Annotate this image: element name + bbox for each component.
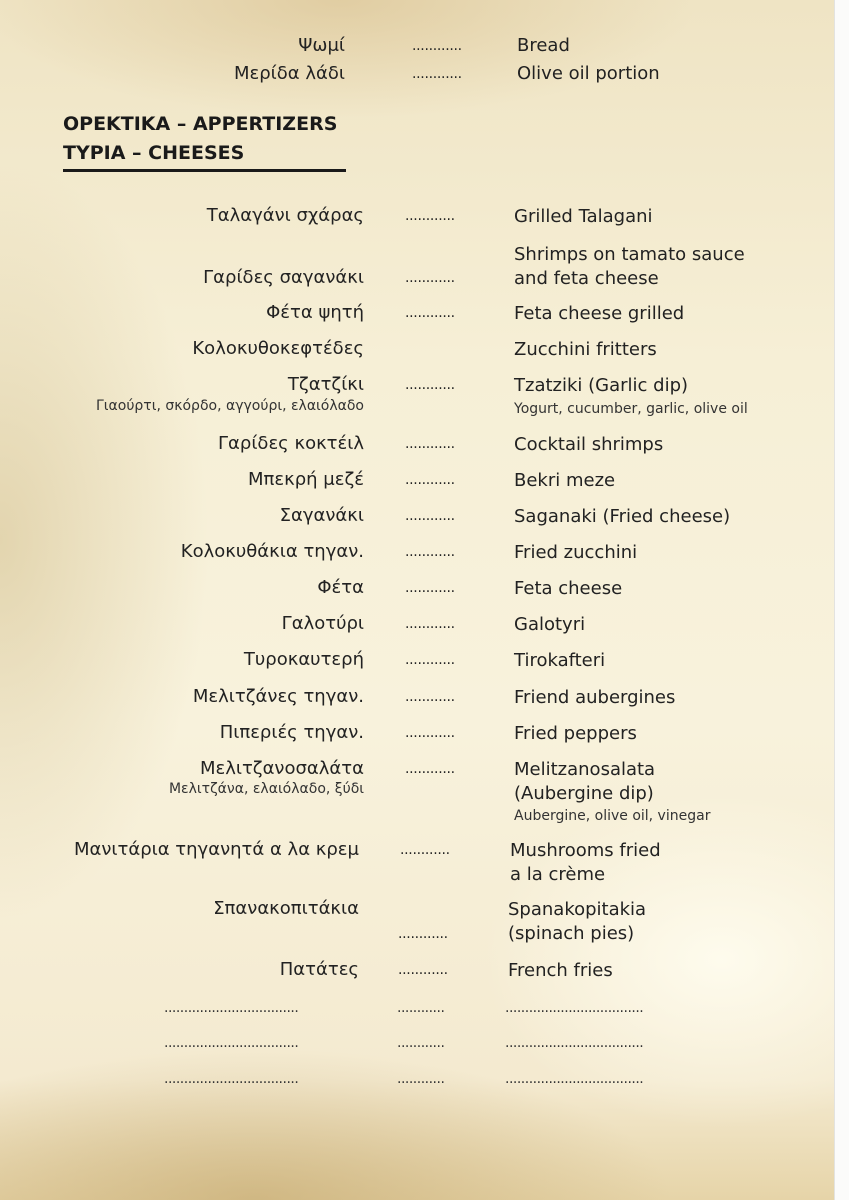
item-dots: ............	[412, 38, 462, 54]
item-greek: Ταλαγάνι σχάρας	[206, 205, 364, 226]
item-greek: Κολοκυθάκια τηγαν.	[180, 541, 364, 562]
section-heading-cheeses: TYPIA – CHEESES	[63, 142, 245, 164]
item-greek: Γαλοτύρι	[281, 613, 364, 634]
blank-greek: ..................................	[164, 1035, 299, 1051]
item-dots: ............	[405, 580, 455, 596]
item-greek: Ψωμί	[298, 35, 345, 56]
item-english-line2: (spinach pies)	[508, 923, 635, 944]
item-english: Tzatziki (Garlic dip)	[514, 375, 689, 396]
item-dots: ............	[405, 652, 455, 668]
item-greek: Μανιτάρια τηγανητά α λα κρεμ	[73, 839, 359, 860]
blank-dots: ............	[397, 1035, 445, 1051]
item-greek: Μελιτζάνες τηγαν.	[192, 686, 364, 707]
item-greek-ingredients: Γιαούρτι, σκόρδο, αγγούρι, ελαιόλαδο	[95, 398, 364, 414]
item-dots: ............	[400, 842, 450, 858]
item-greek: Μελιτζανοσαλάτα	[199, 758, 364, 779]
item-english-line2: (Aubergine dip)	[514, 783, 654, 804]
item-english-ingredients: Aubergine, olive oil, vinegar	[514, 808, 711, 824]
item-english: Bekri meze	[514, 470, 616, 491]
item-dots: ............	[405, 761, 455, 777]
item-english: Bread	[517, 35, 570, 56]
item-greek: Τυροκαυτερή	[243, 649, 364, 670]
item-english-line1: Shrimps on tamato sauce	[514, 244, 745, 265]
item-english: Zucchini fritters	[514, 339, 657, 360]
item-dots: ............	[398, 926, 448, 942]
item-dots: ............	[405, 305, 455, 321]
item-greek: Κολοκυθοκεφτέδες	[192, 338, 364, 359]
item-english-line2: and feta cheese	[514, 268, 659, 289]
item-greek: Σαγανάκι	[279, 505, 364, 526]
blank-greek: ..................................	[164, 1000, 299, 1016]
item-dots: ............	[405, 208, 455, 224]
item-greek-ingredients: Μελιτζάνα, ελαιόλαδο, ξύδι	[168, 781, 364, 797]
item-english: Feta cheese grilled	[514, 303, 685, 324]
item-english-line1: Melitzanosalata	[514, 759, 656, 780]
item-english: Saganaki (Fried cheese)	[514, 506, 731, 527]
item-english: Grilled Talagani	[514, 206, 653, 227]
blank-greek: ..................................	[164, 1071, 299, 1087]
item-greek: Σπανακοπιτάκια	[213, 898, 359, 919]
item-english: Fried peppers	[514, 723, 637, 744]
item-greek: Μερίδα λάδι	[234, 63, 345, 84]
item-dots: ............	[405, 377, 455, 393]
item-greek: Τζατζίκι	[287, 374, 364, 395]
item-greek: Πατάτες	[279, 959, 359, 980]
item-dots: ............	[405, 616, 455, 632]
item-greek: Φέτα ψητή	[266, 302, 364, 323]
page-edge	[834, 0, 849, 1200]
item-english-ingredients: Yogurt, cucumber, garlic, olive oil	[514, 401, 748, 417]
item-dots: ............	[405, 689, 455, 705]
item-greek: Γαρίδες σαγανάκι	[203, 267, 364, 288]
item-greek: Πιπεριές τηγαν.	[219, 722, 364, 743]
item-greek: Φέτα	[317, 577, 364, 598]
item-english: Cocktail shrimps	[514, 434, 664, 455]
section-heading-appetizers: OPEKTIKA – APPERTIZERS	[63, 113, 338, 135]
item-english: Tirokafteri	[514, 650, 606, 671]
item-dots: ............	[405, 270, 455, 286]
item-english: Feta cheese	[514, 578, 623, 599]
blank-dots: ............	[397, 1000, 445, 1016]
blank-english: ...................................	[505, 1071, 644, 1087]
item-english-line1: Mushrooms fried	[510, 840, 661, 861]
blank-dots: ............	[397, 1071, 445, 1087]
item-greek: Μπεκρή μεζέ	[248, 469, 364, 490]
item-dots: ............	[405, 508, 455, 524]
item-greek: Γαρίδες κοκτέιλ	[218, 433, 364, 454]
item-english-line1: Spanakopitakia	[508, 899, 647, 920]
item-english-line2: a la crème	[510, 864, 606, 885]
item-dots: ............	[405, 544, 455, 560]
item-dots: ............	[405, 725, 455, 741]
item-dots: ............	[398, 962, 448, 978]
item-english: Galotyri	[514, 614, 586, 635]
item-dots: ............	[412, 66, 462, 82]
section-underline	[63, 169, 346, 172]
blank-english: ...................................	[505, 1035, 644, 1051]
item-english: Friend aubergines	[514, 687, 676, 708]
item-english: Olive oil portion	[517, 63, 660, 84]
item-english: French fries	[508, 960, 613, 981]
item-dots: ............	[405, 436, 455, 452]
item-english: Fried zucchini	[514, 542, 638, 563]
blank-english: ...................................	[505, 1000, 644, 1016]
item-dots: ............	[405, 472, 455, 488]
